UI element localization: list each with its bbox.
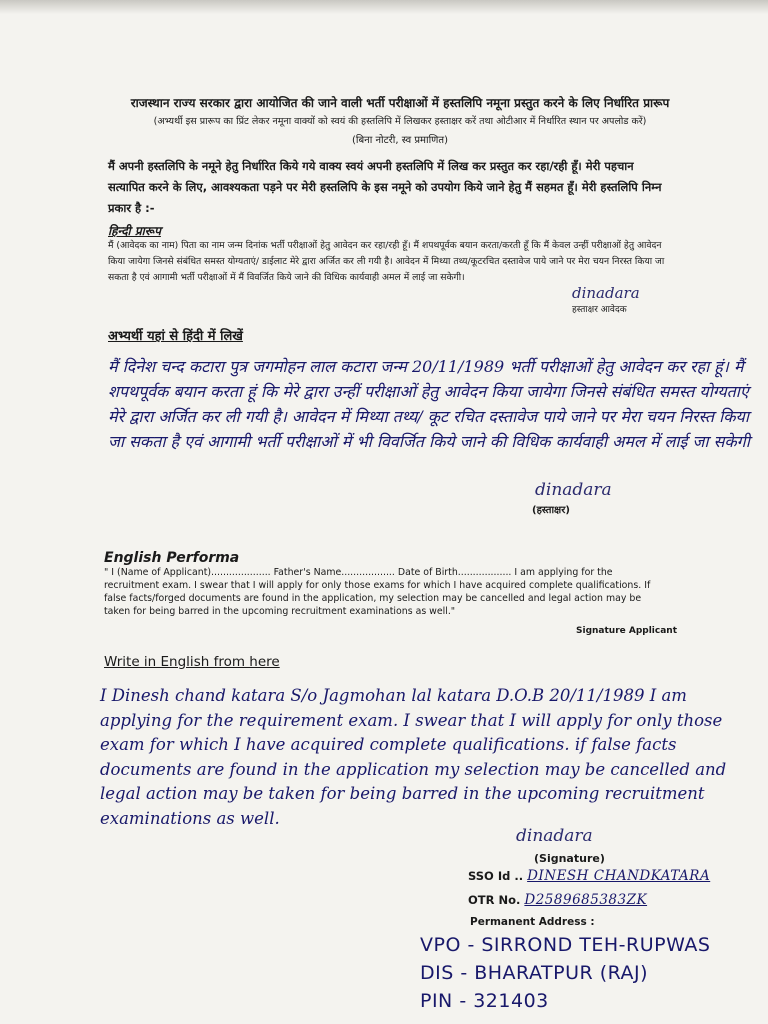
english-handwriting: I Dinesh chand katara S/o Jagmohan lal katara D.O.B 20/11/1989 I am applying for the requirement exam. I swear that I will apply for only those exam for which I have acquired complete qualifications. if false facts documents are found in the application my selection may be cancelled and legal action may be taken for being barred in the upcoming recruitment examinations as well. — [100, 686, 727, 828]
sso-id-row: SSO Id .. DINESH CHANDKATARA — [468, 868, 711, 884]
hindi-signature: dinadara — [535, 480, 612, 500]
hindi-format-text: मैं (आवेदक का नाम) पिता का नाम जन्म दिनांक भर्ती परीक्षाओं हेतु आवेदन कर रहा/रही हूँ। मैं शपथपूर्वक बयान करता/करती हूँ कि मैं केवल उन्हीं परीक्षाओं हेतु आवेदन किया जायेगा जिनसे संबंधित समस्त योग्यताएं/ डाईलाट मेरे द्वारा अर्जित कर ली गयी है। आवेदन में मिथ्या तथ्य/कूटरचित दस्तावेज पाये जाने पर मेरा चयन निरस्त किया जा सकता है एवं आगामी भर्ती परीक्षाओं में मैं विवर्जित किये जाने की विधिक कार्यवाही अमल में लाई जा सकेगी। — [108, 240, 665, 283]
sso-id-label: SSO Id — [468, 869, 511, 883]
sso-id-value: DINESH CHANDKATARA — [527, 868, 711, 884]
english-signature-label: (Signature) — [534, 852, 605, 865]
hindi-write-label: अभ्यर्थी यहां से हिंदी में लिखें — [108, 329, 243, 344]
english-signature: dinadara — [516, 826, 593, 846]
scan-edge — [0, 0, 768, 14]
hindi-format-signature: dinadara — [572, 284, 640, 302]
otr-no-label: OTR No. — [468, 893, 521, 907]
english-format-title: English Performa — [104, 550, 240, 566]
address-line-2: DIS - BHARATPUR (RAJ) — [420, 962, 649, 984]
declaration-text: मैं अपनी हस्तलिपि के नमूने हेतु निर्धारित किये गये वाक्य स्वयं अपनी हस्तलिपि में लिख कर प्रस्तुत कर रहा/रही हूँ। मेरी पहचान सत्यापित करने के लिए, आवश्यकता पड़ने पर मेरी हस्तलिपि के इस नमूने को उपयोग किये जाने हेतु मैं सहमत हूँ। मेरी हस्तलिपि निम्न प्रकार है :- — [108, 159, 662, 215]
form-title: राजस्थान राज्य सरकार द्वारा आयोजित की जाने वाली भर्ती परीक्षाओं में हस्तलिपि नमूना प्रस्तुत करने के लिए निर्धारित प्रारूप — [130, 96, 670, 110]
otr-no-row — [468, 892, 647, 908]
hindi-signature-label: (हस्ताक्षर) — [532, 505, 570, 516]
otr-no-value: D2589685383ZK — [524, 892, 648, 908]
hindi-handwriting: मैं दिनेश चन्द कटारा पुत्र जगमोहन लाल कटारा जन्म 20/11/1989 भर्ती परीक्षाओं हेतु आवेदन कर रहा हूं। मैं शपथपूर्वक बयान करता हूं कि मेरे द्वारा उन्हीं परीक्षाओं हेतु आवेदन किया जायेगा जिनसे संबंधित समस्त योग्यताएं मेरे द्वारा अर्जित कर ली गयी है। आवेदन में मिथ्या तथ्य/ कूट रचित दस्तावेज पाये जाने पर मेरा चयन निरस्त किया जा सकता है एवं आगामी भर्ती परीक्षाओं में भी विवर्जित किये जाने की विधिक कार्यवाही अमल में लाई जा सकेगी — [108, 357, 750, 451]
english-format-text: " I (Name of Applicant).................... Father's Name.................. Date of Birth.................. I am applying for the recruitment exam. I swear that I will apply for only those exams for which I have acquired complete qualifications. If false facts/forged documents are found in the application, my selection may be cancelled and legal action may be taken for being barred in the upcoming recruitment examinations as well." — [104, 567, 651, 617]
address-line-3: PIN - 321403 — [420, 990, 549, 1012]
form-subtitle: (अभ्यर्थी इस प्रारूप का प्रिंट लेकर नमूना वाक्यों को स्वयं की हस्तलिपि में लिखकर हस्ताक्षर करें तथा ओटीआर में निर्धारित स्थान पर अपलोड करें) — [153, 116, 647, 127]
address-line-1: VPO - SIRROND TEH-RUPWAS — [420, 934, 711, 956]
hindi-format-signature-label: हस्ताक्षर आवेदक — [572, 305, 627, 315]
form-note: (बिना नोटरी, स्व प्रमाणित) — [351, 135, 449, 146]
hindi-format-title: हिन्दी प्रारूप — [108, 224, 161, 238]
english-write-label: Write in English from here — [104, 654, 280, 670]
signature-applicant-label: Signature Applicant — [576, 626, 678, 636]
permanent-address-label: Permanent Address : — [470, 916, 595, 928]
